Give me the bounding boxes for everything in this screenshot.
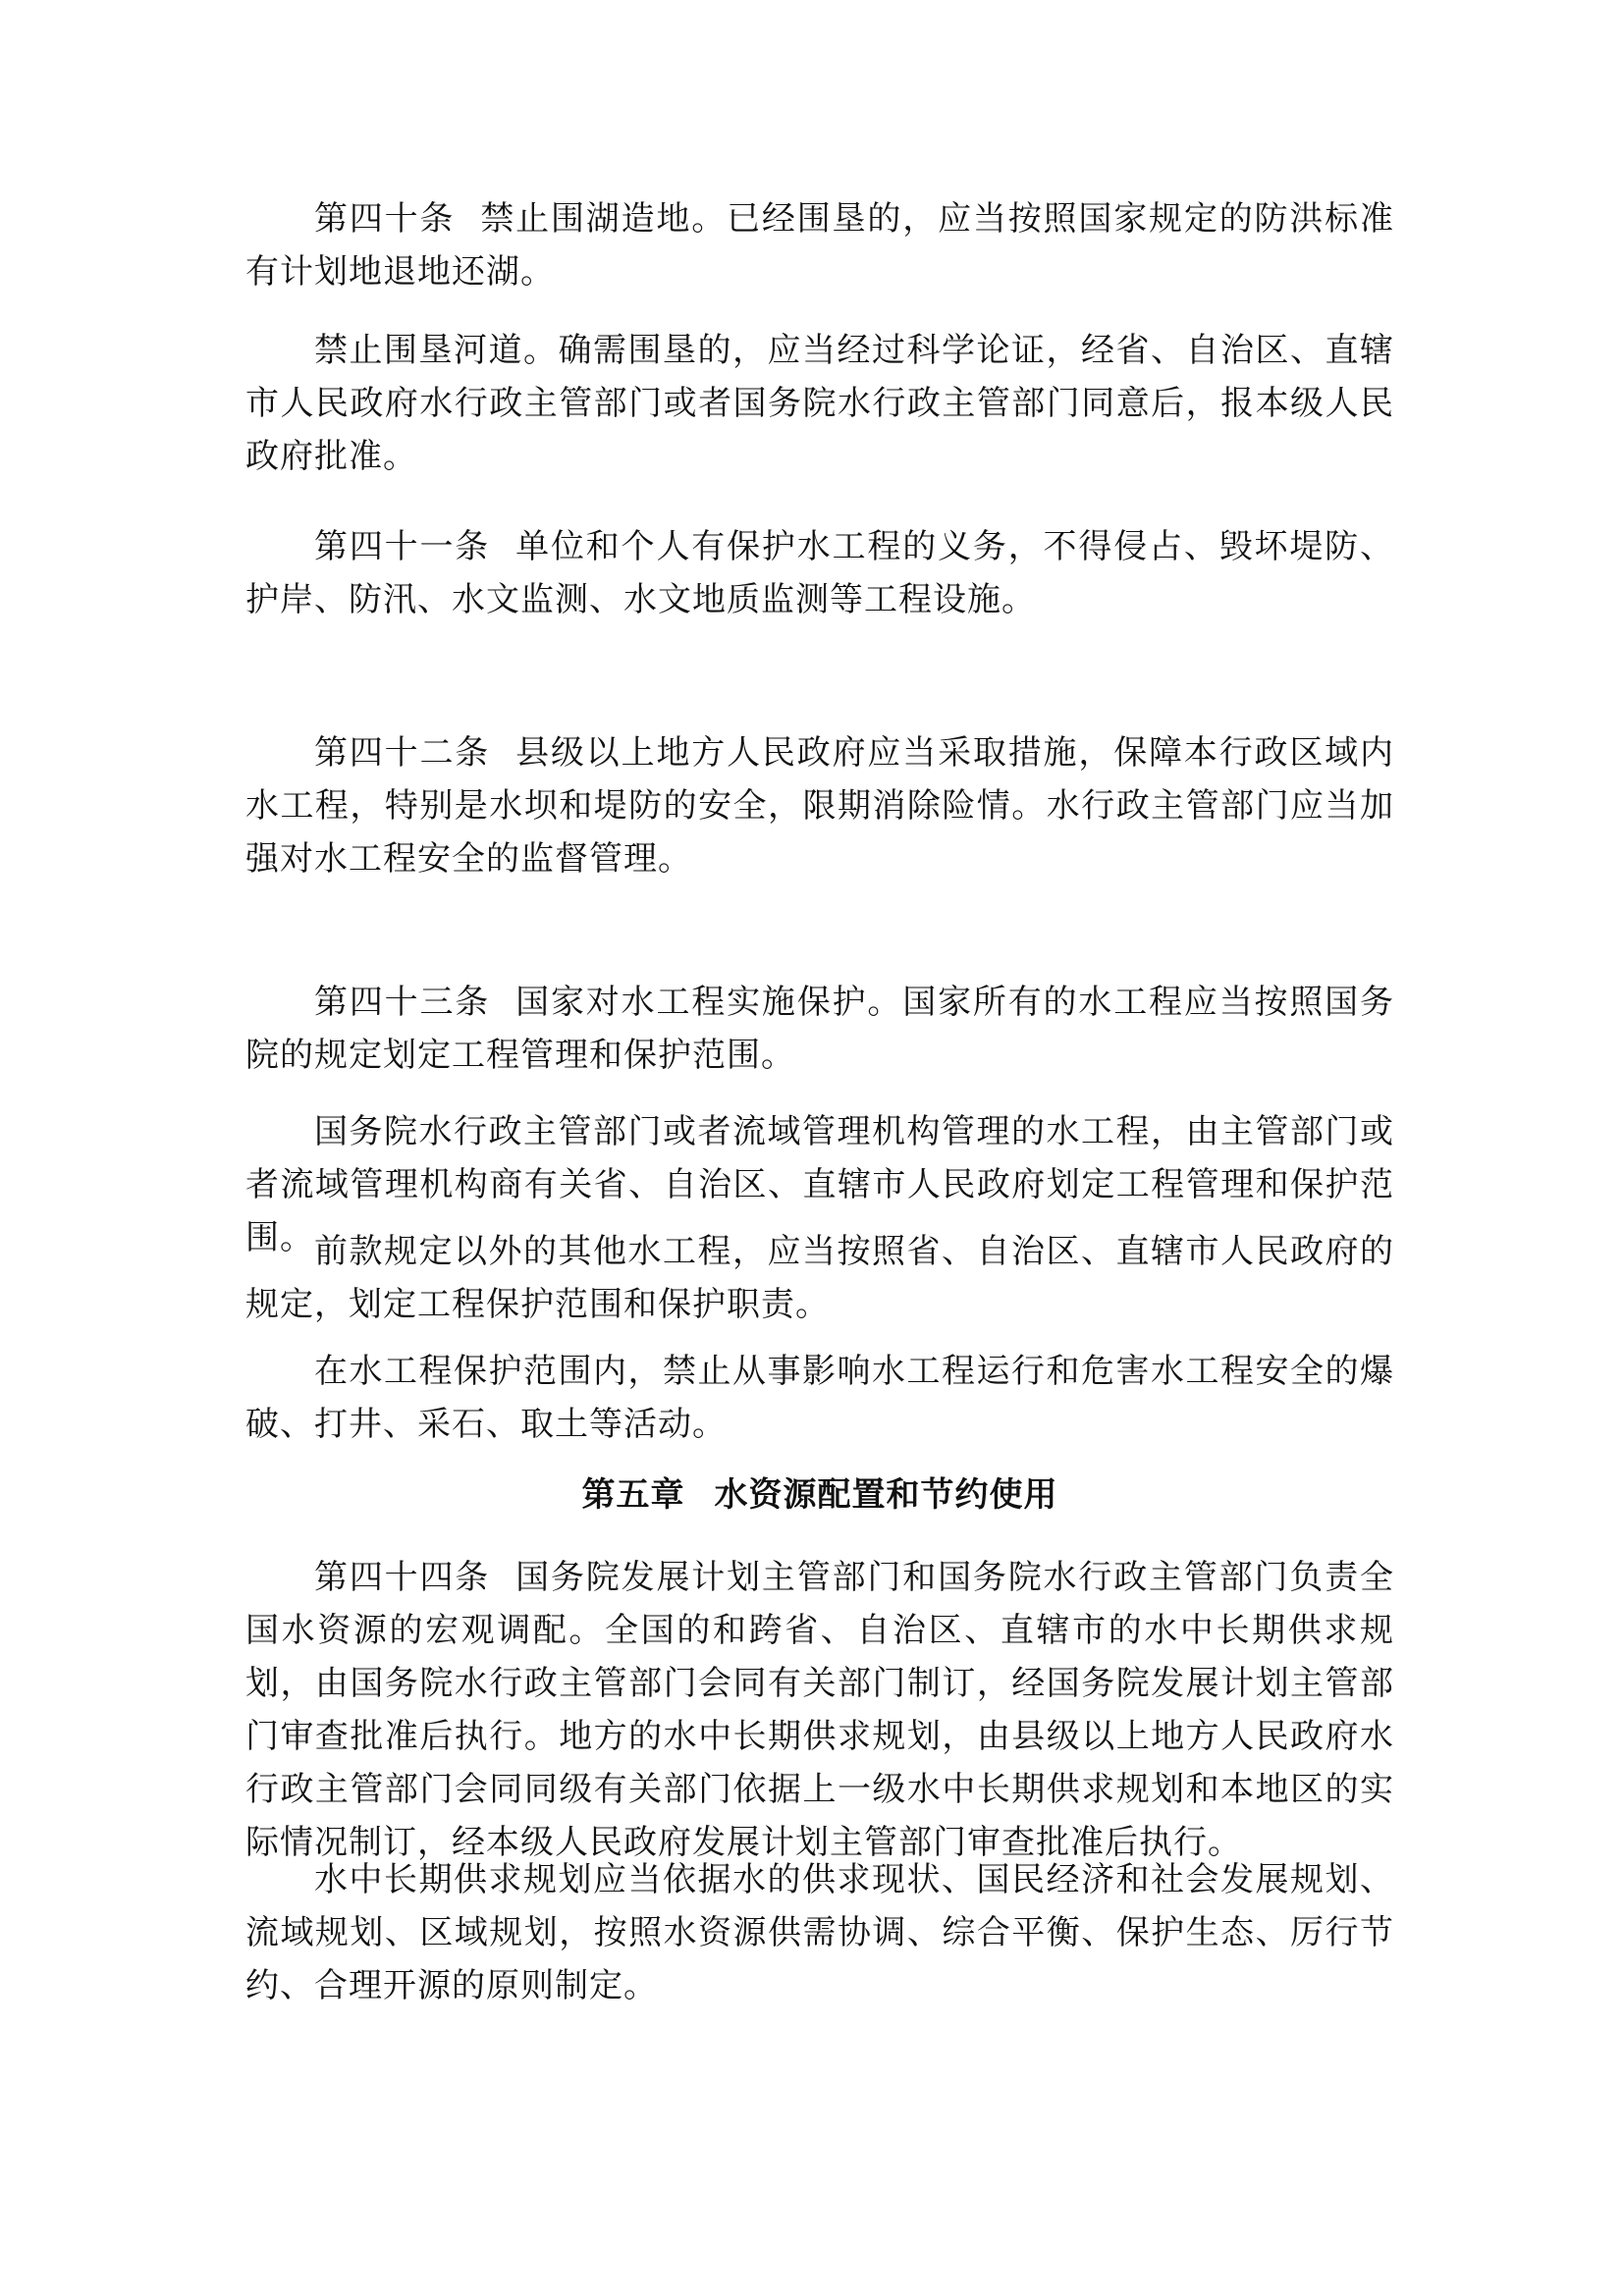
article-41-paragraph <box>245 520 1394 626</box>
article-text: 县级以上地方人民政府应当采取措施，保障本行政区域内水工程，特别是水坝和堤防的安全，限期消除险情。水行政主管部门应当加强对水工程安全的监督管理。 <box>245 733 1395 879</box>
chapter-title: 水资源配置和节约使用 <box>714 1475 1058 1515</box>
article-number: 第四十二条 <box>314 733 491 773</box>
article-text: 前款规定以外的其他水工程，应当按照省、自治区、直辖市人民政府的规定，划定工程保护范围和保护职责。 <box>245 1232 1394 1324</box>
article-43-paragraph-1 <box>245 976 1394 1082</box>
article-40-paragraph-2 <box>245 324 1394 483</box>
article-text: 在水工程保护范围内，禁止从事影响水工程运行和危害水工程安全的爆破、打井、采石、取土等活动。 <box>245 1352 1394 1444</box>
article-44-paragraph-1 <box>245 1551 1394 1869</box>
article-text: 水中长期供求规划应当依据水的供求现状、国民经济和社会发展规划、流域规划、区域规划，按照水资源供需协调、综合平衡、保护生态、厉行节约、合理开源的原则制定。 <box>245 1860 1394 2005</box>
article-44-paragraph-2 <box>245 1853 1394 2012</box>
article-number: 第四十四条 <box>314 1558 491 1597</box>
article-43-paragraph-4 <box>245 1345 1394 1451</box>
article-text: 国务院发展计划主管部门和国务院水行政主管部门负责全国水资源的宏观调配。全国的和跨省、自治区、直辖市的水中长期供求规划，由国务院水行政主管部门会同有关部门制订，经国务院发展计划主管部门审查批准后执行。地方的水中长期供求规划，由县级以上地方人民政府水行政主管部门会同同级有关部门依据上一级水中长期供求规划和本地区的实际情况制订，经本级人民政府发展计划主管部门审查批准后执行。 <box>245 1558 1395 1862</box>
chapter-number: 第五章 <box>581 1475 685 1515</box>
article-40-paragraph-1 <box>245 192 1394 298</box>
article-text: 禁止围垦河道。确需围垦的，应当经过科学论证，经省、自治区、直辖市人民政府水行政主管部门或者国务院水行政主管部门同意后，报本级人民政府批准。 <box>245 331 1394 476</box>
article-text: 国务院水行政主管部门或者流域管理机构管理的水工程，由主管部门或者流域管理机构商有关省、自治区、直辖市人民政府划定工程管理和保护范围。 <box>245 1112 1394 1257</box>
article-43-paragraph-3 <box>245 1225 1394 1331</box>
article-text: 单位和个人有保护水工程的义务，不得侵占、毁坏堤防、护岸、防汛、水文监测、水文地质监测等工程设施。 <box>245 527 1395 619</box>
article-number: 第四十条 <box>314 199 456 239</box>
article-number: 第四十一条 <box>314 527 491 566</box>
chapter-heading <box>245 1468 1394 1522</box>
article-text: 国家对水工程实施保护。国家所有的水工程应当按照国务院的规定划定工程管理和保护范围。 <box>245 983 1395 1075</box>
article-text: 禁止围湖造地。已经围垦的，应当按照国家规定的防洪标准有计划地退地还湖。 <box>245 199 1395 292</box>
article-42-paragraph <box>245 726 1394 885</box>
article-number: 第四十三条 <box>314 983 491 1022</box>
